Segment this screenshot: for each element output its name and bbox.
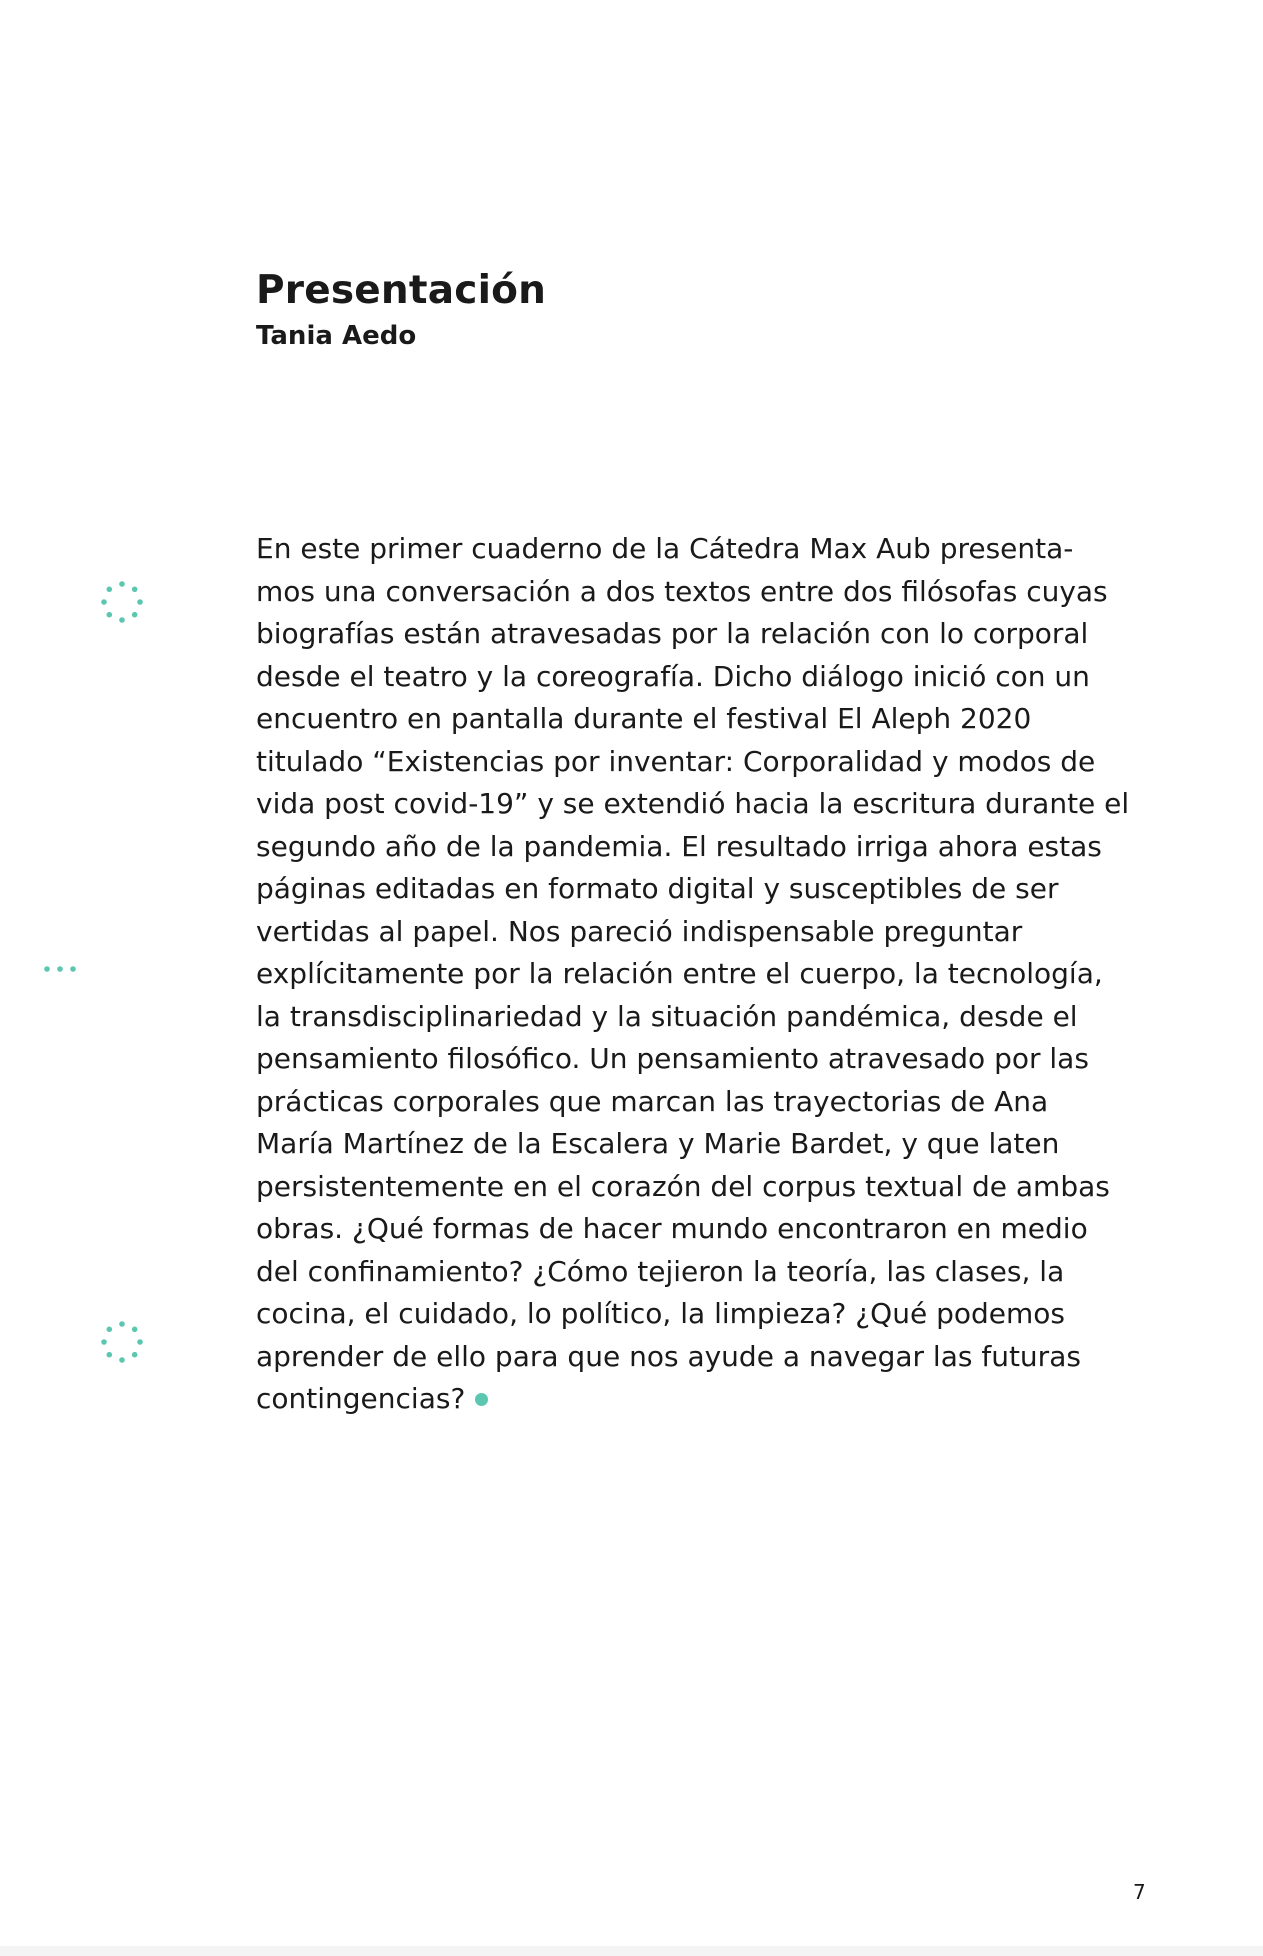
- text-line: desde el teatro y la coreografía. Dicho diálogo inició con un: [256, 659, 1090, 693]
- text-line: del confinamiento? ¿Cómo tejieron la teoría, las clases, la: [256, 1254, 1065, 1288]
- ellipsis-dots-icon: [42, 963, 82, 975]
- text-line-final-text: contingencias?: [256, 1382, 466, 1415]
- text-line-last: [256, 1378, 1176, 1421]
- text-line: En este primer cuaderno de la Cátedra Max Aub presenta-: [256, 532, 1074, 565]
- text-line: titulado “Existencias por inventar: Corporalidad y modos de: [256, 744, 1096, 778]
- text-line: María Martínez de la Escalera y Marie Bardet, y que laten: [256, 1127, 1060, 1160]
- page-title: Presentación: [256, 268, 547, 313]
- page-edge-shade: [0, 1946, 1263, 1956]
- text-line: mos una conversación a dos textos entre dos filósofas cuyas: [256, 574, 1108, 608]
- text-line: explícitamente por la relación entre el cuerpo, la tecnología,: [256, 957, 1103, 990]
- text-line: aprender de ello para que nos ayude a navegar las futuras: [256, 1339, 1081, 1373]
- text-line: persistentemente en el corazón del corpus textual de ambas: [256, 1169, 1110, 1203]
- text-line: la transdisciplinariedad y la situación pandémica, desde el: [256, 999, 1078, 1033]
- text-line: obras. ¿Qué formas de hacer mundo encontraron en medio: [256, 1212, 1088, 1245]
- text-line: encuentro en pantalla durante el festival El Aleph 2020: [256, 702, 1032, 735]
- text-line: cocina, el cuidado, lo político, la limpieza? ¿Qué podemos: [256, 1297, 1065, 1330]
- text-line: pensamiento filosófico. Un pensamiento atravesado por las: [256, 1042, 1089, 1075]
- text-line: biografías están atravesadas por la relación con lo corporal: [256, 617, 1089, 650]
- text-line: páginas editadas en formato digital y susceptibles de ser: [256, 872, 1059, 905]
- dotted-circle-icon: [100, 580, 144, 624]
- dotted-circle-icon: [100, 1320, 144, 1364]
- end-mark-dot-icon: [475, 1393, 488, 1406]
- page-number: 7: [1133, 1880, 1146, 1904]
- text-line: vertidas al papel. Nos pareció indispensable preguntar: [256, 914, 1023, 948]
- text-line: prácticas corporales que marcan las trayectorias de Ana: [256, 1084, 1049, 1118]
- body-paragraph: [256, 528, 1176, 1421]
- author-name: Tania Aedo: [256, 321, 417, 351]
- text-line: vida post covid-19” y se extendió hacia la escritura durante el: [256, 787, 1130, 820]
- text-line: segundo año de la pandemia. El resultado irriga ahora estas: [256, 829, 1102, 863]
